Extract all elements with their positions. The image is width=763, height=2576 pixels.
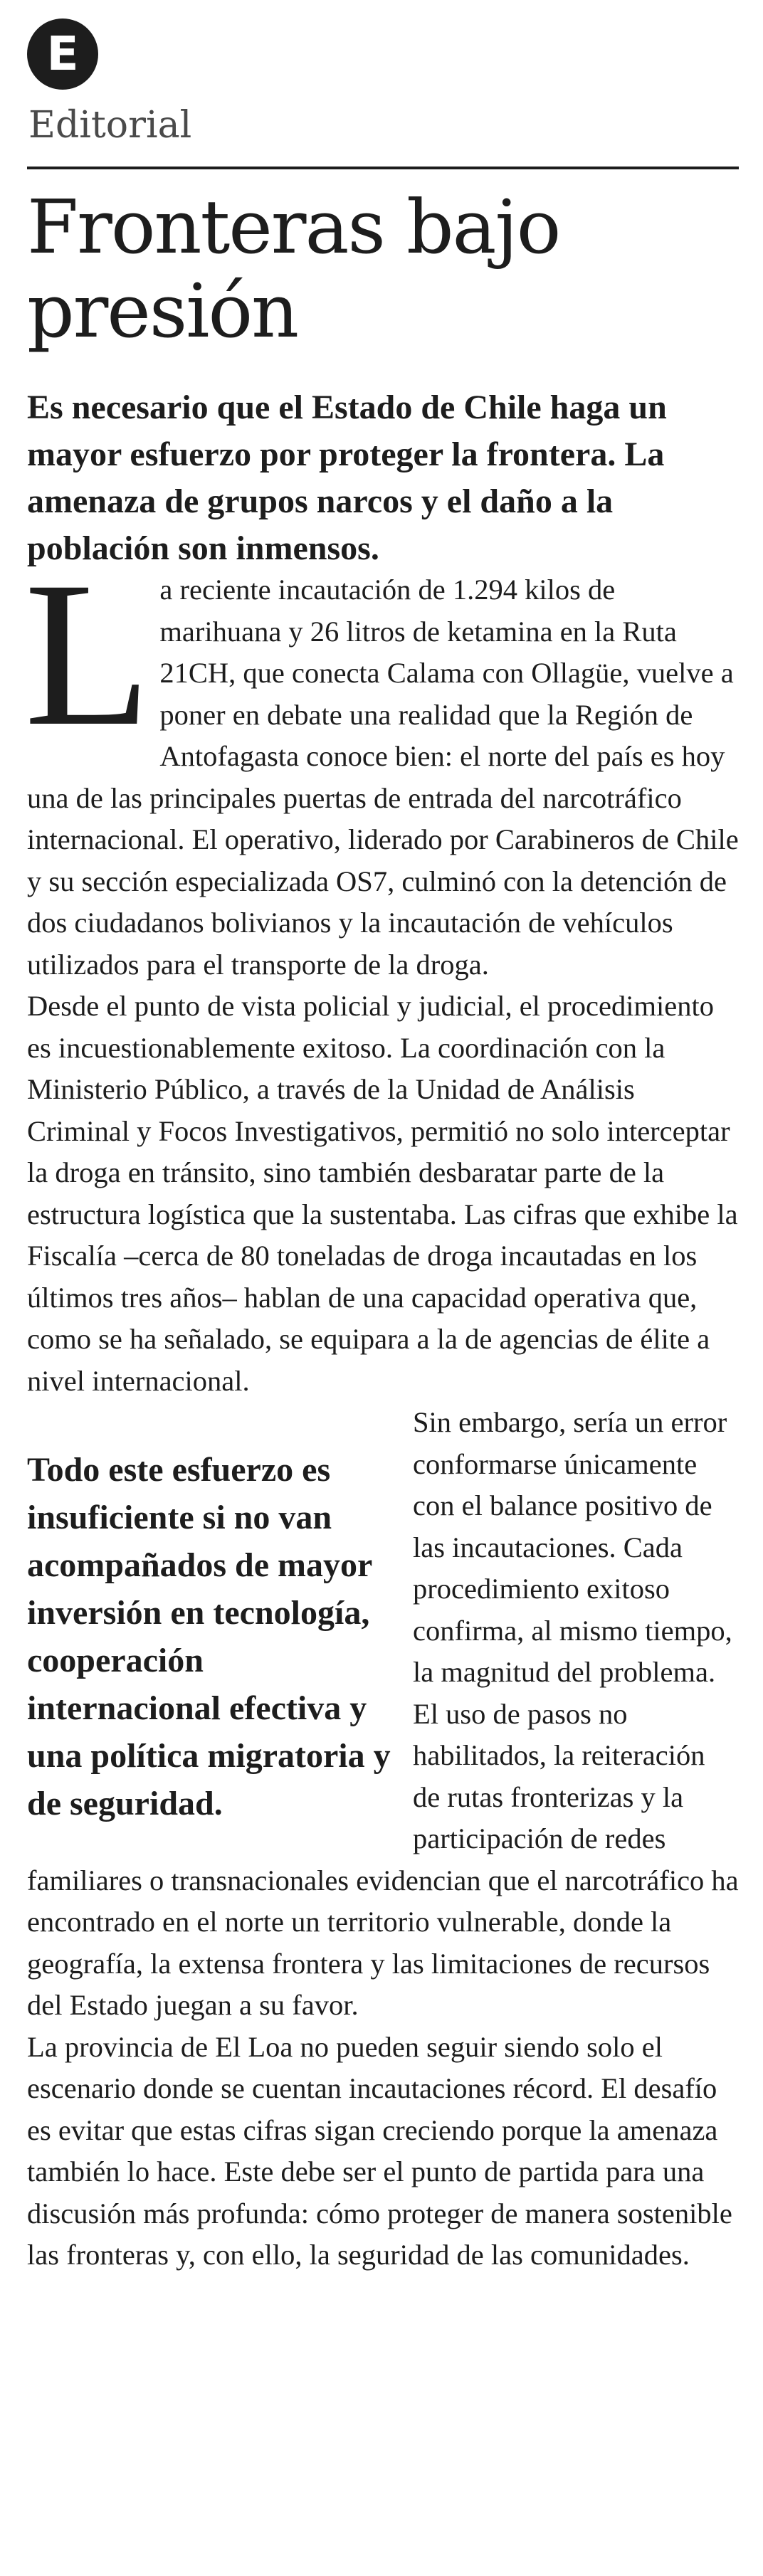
paragraph-2: Desde el punto de vista policial y judicial, el procedimiento es incuestionablemente exitoso. La coordinación con la Ministerio Público, a través de la Unidad de Análisis Criminal y Focos Investigativos, permitió no solo interceptar la droga en tránsito, sino también desbaratar parte de la estructura logística que la sustentaba. Las cifras que exhibe la Fiscalía –cerca de 80 toneladas de droga incautadas en los últimos tres años– hablan de una capacidad operativa que, como se ha señalado, se equipara a la de agencias de élite a nivel internacional.	[27, 990, 738, 1397]
pull-quote: Todo este esfuerzo es insuficiente si no van acompañados de mayor inversión en tecnología, cooperación internacional efectiva y una política migratoria y de seguridad.	[27, 1451, 391, 1822]
article-body	[24, 539, 739, 2276]
editorial-page	[24, 0, 739, 2576]
paragraph-4: La provincia de El Loa no pueden seguir siendo solo el escenario donde se cuentan incautaciones récord. El desafío es evitar que estas cifras sigan creciendo porque la amenaza también lo hace. Este debe ser el punto de partida para una discusión más profunda: cómo proteger de manera sostenible las fronteras y, con ello, la seguridad de las comunidades.	[27, 2030, 732, 2271]
section-label: Editorial	[28, 104, 192, 147]
article-subtitle: Es necesario que el Estado de Chile haga un mayor esfuerzo por proteger la frontera. La amenaza de grupos narcos y el daño a la población son inmensos.	[27, 389, 667, 567]
paragraph-3	[27, 1402, 739, 2027]
section-divider	[27, 167, 739, 169]
paragraph-1: a reciente incautación de 1.294 kilos de marihuana y 26 litros de ketamina en la Ruta 21CH, que conecta Calama con Ollagüe, vuelve a poner en debate una realidad que la Región de Antofagasta conoce bien: el norte del país es hoy una de las principales puertas de entrada del narcotráfico internacional. El operativo, liderado por Carabineros de Chile y su sección especializada OS7, culminó con la detención de dos ciudadanos bolivianos y la incautación de vehículos utilizados para el transporte de la droga.	[27, 574, 739, 981]
paragraph-3-text: Sin embargo, sería un error conformarse únicamente con el balance positivo de las incautaciones. Cada procedimiento exitoso confirma, al mismo tiempo, la magnitud del problema. El uso de pasos no habilitados, la reiteración de rutas fronterizas y la participación de redes familiares o transnacionales evidencian que el narcotráfico ha encontrado en el norte un territorio vulnerable, donde la geografía, la extensa frontera y las limitaciones de recursos del Estado juegan a su favor.	[27, 1406, 739, 2021]
drop-cap: L	[24, 539, 152, 769]
article-title: Fronteras bajo presión	[27, 184, 560, 354]
editorial-badge-icon: E	[27, 19, 98, 90]
